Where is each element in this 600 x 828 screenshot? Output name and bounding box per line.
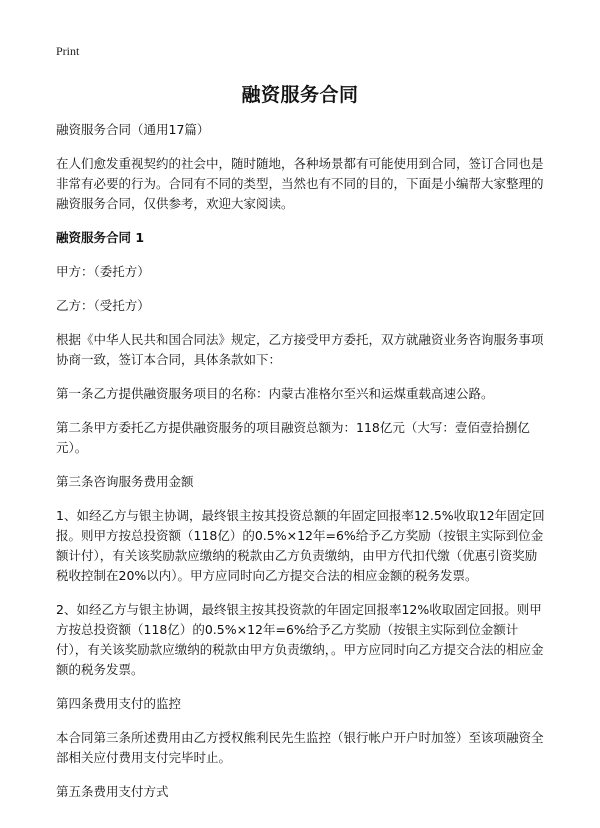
document-subtitle: 融资服务合同（通用17篇） [56,122,210,137]
article-2: 第二条甲方委托乙方提供融资服务的项目融资总额为：118亿元（大写：壹佰壹拾捌亿元）。 [56,420,530,455]
intro-paragraph: 在人们愈发重视契约的社会中，随时随地，各种场景都有可能使用到合同，签订合同也是非常有必要的行为。合同有不同的类型，当然也有不同的目的，下面是小编帮大家整理的融资服务合同，仅供参考，欢迎大家阅读。 [56,156,544,211]
print-label[interactable]: Print [56,44,80,58]
section-heading: 融资服务合同 1 [56,230,145,245]
article-4-title: 第四条费用支付的监控 [56,696,182,711]
article-1: 第一条乙方提供融资服务项目的名称：内蒙古准格尔至兴和运煤重载高速公路。 [56,386,494,401]
preamble-paragraph: 根据《中华人民共和国合同法》规定，乙方接受甲方委托，双方就融资业务咨询服务事项协商一致，签订本合同，具体条款如下： [56,332,544,367]
party-b: 乙方：（受托方） [56,298,150,313]
article-5-title: 第五条费用支付方式 [56,784,169,799]
article-3-item-2: 2、如经乙方与银主协调，最终银主按其投资款的年固定回报率12%收取固定回报。则甲方按总投资额（118亿）的0.5%×12年=6%给予乙方奖励（按银主实际到位金额计付），有关该奖励款应缴纳的税款由甲方负责缴纳，。甲方应同时向乙方提交合法的相应金额的税务发票。 [56,602,544,677]
document-body [56,120,546,816]
party-a: 甲方：（委托方） [56,264,150,279]
article-3-title: 第三条咨询服务费用金额 [56,474,194,489]
article-3-item-1: 1、如经乙方与银主协调，最终银主按其投资总额的年固定回报率12.5%收取12年固定回报。则甲方按总投资额（118亿）的0.5%×12年=6%给予乙方奖励（按银主实际到位金额计付），有关该奖励款应缴纳的税款由乙方负责缴纳，由甲方代扣代缴（优惠引资奖励税收控制在20%以内）。甲方应同时向乙方提交合法的相应金额的税务发票。 [56,508,545,583]
page-title: 融资服务合同 [241,84,359,106]
article-4-body: 本合同第三条所述费用由乙方授权熊利民先生监控（银行帐户开户时加签）至该项融资全部相关应付费用支付完毕时止。 [56,730,544,765]
